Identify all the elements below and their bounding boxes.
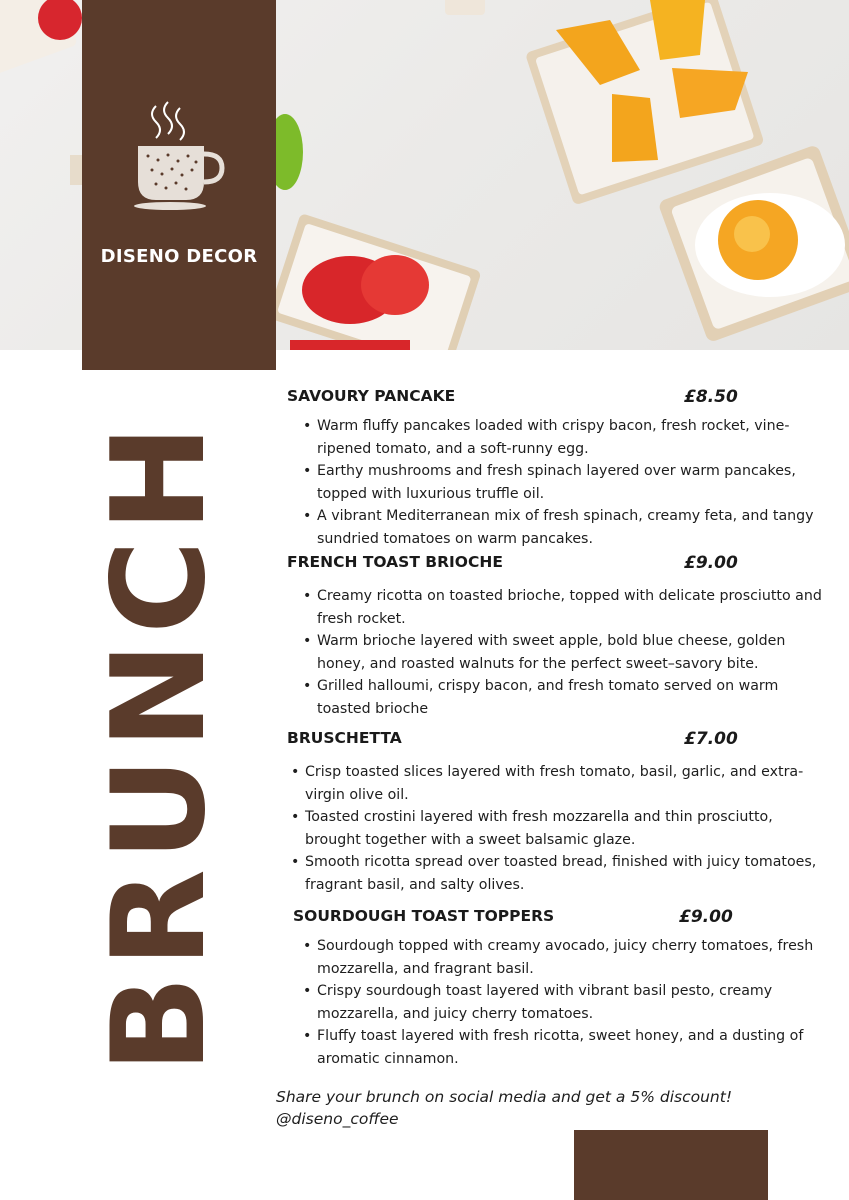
list-item: • Sourdough topped with creamy avocado, juicy cherry tomatoes, fresh mozzarella, and fragrant basil. [303, 935, 833, 980]
section-header [287, 553, 827, 577]
brand-name: DISENO DECOR [100, 246, 258, 267]
section-title: BRUSCHETTA [287, 729, 402, 747]
section-header [293, 907, 833, 931]
menu-title [85, 395, 234, 1095]
list-item: • Crisp toasted slices layered with fresh tomato, basil, garlic, and extra-virgin olive oil. [291, 761, 827, 806]
menu-title-text: BRUNCH [85, 416, 234, 1074]
coffee-cup-icon [134, 100, 226, 220]
section-title: SAVOURY PANCAKE [287, 387, 456, 405]
list-item: • Smooth ricotta spread over toasted bread, finished with juicy tomatoes, fragrant basil, and salty olives. [291, 851, 827, 896]
list-item: • Toasted crostini layered with fresh mozzarella and thin prosciutto, brought together with a sweet balsamic glaze. [291, 806, 827, 851]
section-price: £9.00 [684, 553, 738, 573]
menu-section-bruschetta [287, 729, 827, 896]
item-list [293, 935, 833, 1070]
list-item: • Grilled halloumi, crispy bacon, and fresh tomato served on warm toasted brioche [303, 675, 827, 720]
item-list [287, 415, 827, 550]
list-item: • A vibrant Mediterranean mix of fresh spinach, creamy feta, and tangy sundried tomatoes on warm pancakes. [303, 505, 827, 550]
list-item: • Warm fluffy pancakes loaded with crispy bacon, fresh rocket, vine-ripened tomato, and a soft-runny egg. [303, 415, 827, 460]
section-header [287, 729, 827, 753]
list-item: • Warm brioche layered with sweet apple, bold blue cheese, golden honey, and roasted walnuts for the perfect sweet–savory bite. [303, 630, 827, 675]
menu-section-savoury-pancake [287, 387, 827, 550]
list-item: • Earthy mushrooms and fresh spinach layered over warm pancakes, topped with luxurious truffle oil. [303, 460, 827, 505]
item-list [287, 585, 827, 720]
section-title: FRENCH TOAST BRIOCHE [287, 553, 503, 571]
section-title: SOURDOUGH TOAST TOPPERS [293, 907, 555, 925]
promo-text: Share your brunch on social media and get a 5% discount! [276, 1088, 733, 1106]
list-item: • Fluffy toast layered with fresh ricotta, sweet honey, and a dusting of aromatic cinnamon. [303, 1025, 833, 1070]
footer-decor-block [574, 1130, 768, 1200]
menu-section-french-toast-brioche [287, 553, 827, 720]
footer-promo [276, 1086, 796, 1130]
list-item: • Creamy ricotta on toasted brioche, topped with delicate prosciutto and fresh rocket. [303, 585, 827, 630]
social-handle: @diseno_coffee [276, 1110, 399, 1128]
section-price: £9.00 [679, 907, 733, 927]
brand-panel [82, 0, 276, 370]
section-header [287, 387, 827, 411]
menu-section-sourdough-toast-toppers [293, 907, 833, 1070]
section-price: £8.50 [684, 387, 738, 407]
item-list [287, 761, 827, 896]
list-item: • Crispy sourdough toast layered with vibrant basil pesto, creamy mozzarella, and juicy cherry tomatoes. [303, 980, 833, 1025]
section-price: £7.00 [684, 729, 738, 749]
